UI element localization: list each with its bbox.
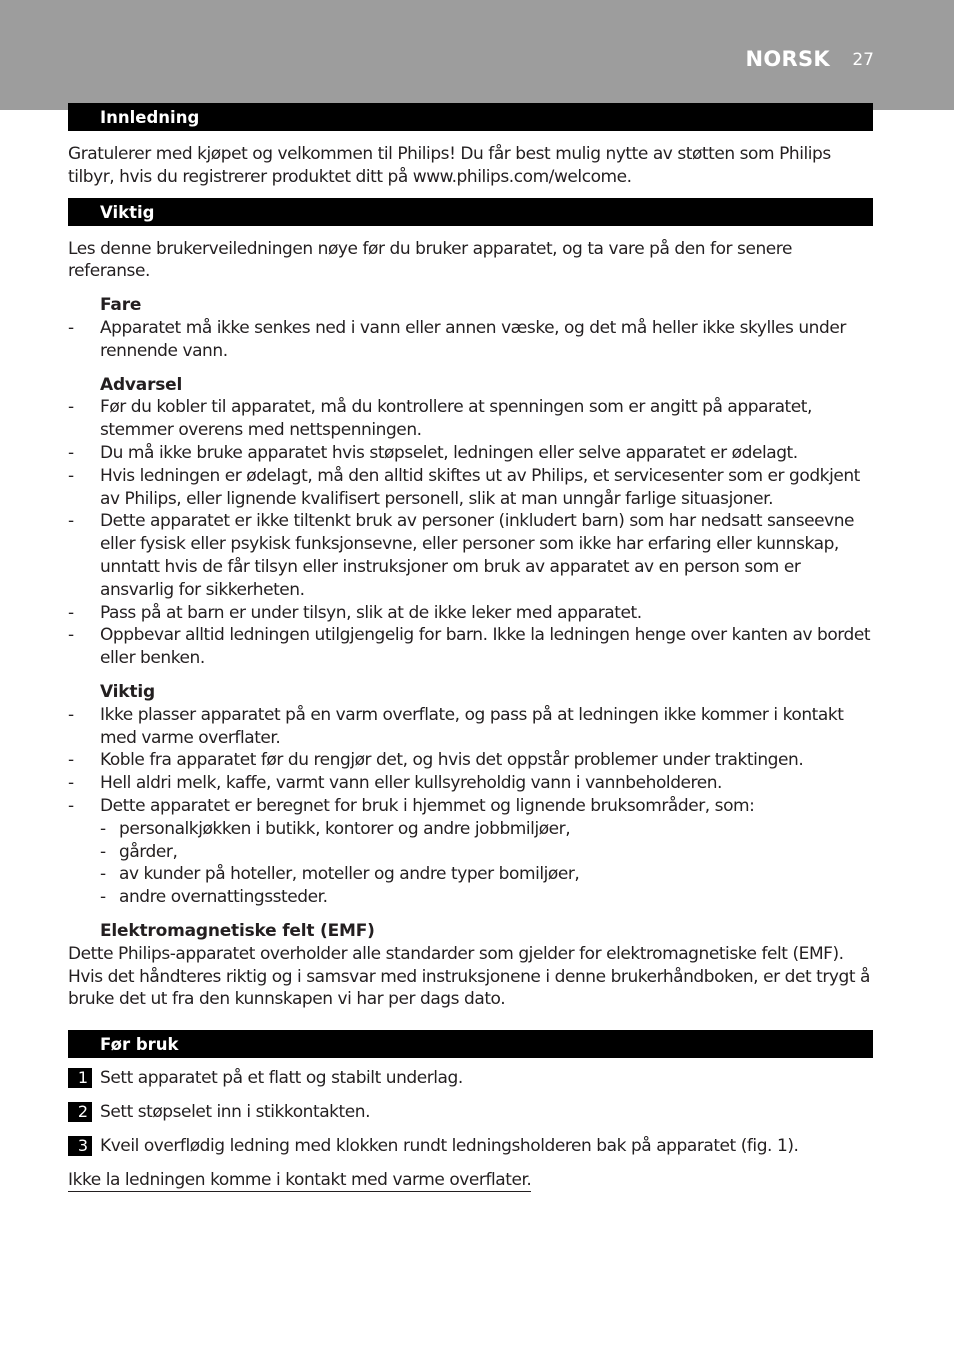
note-block bbox=[68, 1169, 873, 1192]
list-item: - Pass på at barn er under tilsyn, slik at de ikke leker med apparatet. bbox=[68, 602, 642, 623]
sub-list-item: - andre overnattingssteder. bbox=[100, 887, 328, 908]
subheading-warning: Advarsel bbox=[100, 374, 183, 395]
sub-list-item: - av kunder på hoteller, moteller og andre typer bomiljøer, bbox=[100, 864, 580, 885]
subheading-emf: Elektromagnetiske felt (EMF) bbox=[100, 920, 375, 941]
list-item: - Koble fra apparatet før du rengjør det, og hvis det oppstår problemer under traktingen. bbox=[68, 750, 804, 771]
step-number: 3 bbox=[68, 1136, 92, 1156]
list-item: - Oppbevar alltid ledningen utilgjengelig for barn. Ikke la ledningen henge over kanten av bordet eller benken. bbox=[68, 625, 871, 669]
step-number: 1 bbox=[68, 1068, 92, 1088]
list-item: - Hvis ledningen er ødelagt, må den alltid skiftes ut av Philips, et servicesenter som er godkjent av Philips, eller lignende kvalifisert personell, slik at man unngår farlige situasjoner. bbox=[68, 465, 860, 509]
step-item: 3 Kveil overflødig ledning med klokken rundt ledningsholderen bak på apparatet (fig. 1). bbox=[68, 1135, 873, 1158]
header-band bbox=[0, 0, 954, 110]
step-item: 1 Sett apparatet på et flatt og stabilt underlag. bbox=[68, 1067, 873, 1090]
section-heading-intro: Innledning bbox=[68, 103, 873, 131]
page-number: 27 bbox=[852, 50, 874, 70]
step-item: 2 Sett støpselet inn i stikkontakten. bbox=[68, 1101, 873, 1124]
list-item: - Dette apparatet er beregnet for bruk i hjemmet og lignende bruksområder, som: bbox=[68, 795, 755, 816]
important-paragraph: Les denne brukerveiledningen nøye før du bruker apparatet, og ta vare på den for senere referanse. bbox=[68, 238, 792, 282]
list-item: - Før du kobler til apparatet, må du kontrollere at spenningen som er angitt på apparatet, stemmer overens med nettspenningen. bbox=[68, 397, 812, 441]
list-item: - Hell aldri melk, kaffe, varmt vann eller kullsyreholdig vann i vannbeholderen. bbox=[68, 773, 722, 794]
list-item: - Apparatet må ikke senkes ned i vann eller annen væske, og det må heller ikke skylles under rennende vann. bbox=[68, 317, 846, 361]
list-item: - Ikke plasser apparatet på en varm overflate, og pass på at ledningen ikke kommer i kontakt med varme overflater. bbox=[68, 704, 844, 748]
section-heading-before-use: Før bruk bbox=[68, 1030, 873, 1058]
list-item: - Dette apparatet er ikke tiltenkt bruk av personer (inkludert barn) som har nedsatt sanseevne eller fysisk eller psykisk funksjonsevne, eller personer som ikke har erfaring eller kunnskap, unntatt hvis de får tilsyn eller instruksjoner om bruk av apparatet av en person som er ansvarlig for sikkerheten. bbox=[68, 511, 855, 600]
step-number: 2 bbox=[68, 1102, 92, 1122]
subheading-caution: Viktig bbox=[100, 681, 155, 702]
warning-note: Ikke la ledningen komme i kontakt med varme overflater. bbox=[68, 1170, 532, 1191]
intro-paragraph: Gratulerer med kjøpet og velkommen til Philips! Du får best mulig nytte av støtten som Philips tilbyr, hvis du registrerer produktet ditt på www.philips.com/welcome. bbox=[68, 144, 831, 187]
sub-list-item: - gårder, bbox=[100, 841, 178, 862]
subheading-danger: Fare bbox=[100, 295, 142, 316]
language-label: NORSK bbox=[745, 47, 830, 71]
section-heading-important: Viktig bbox=[68, 198, 873, 226]
emf-paragraph: Dette Philips-apparatet overholder alle standarder som gjelder for elektromagnetiske felt (EMF). Hvis det håndteres riktig og i samsvar med instruksjonene i denne brukerhåndboken, er det trygt å bruke det ut fra den kunnskapen vi har per dags dato. bbox=[68, 943, 870, 1010]
sub-list-item: - personalkjøkken i butikk, kontorer og andre jobbmiljøer, bbox=[100, 818, 571, 839]
list-item: - Du må ikke bruke apparatet hvis støpselet, ledningen eller selve apparatet er ødelagt. bbox=[68, 442, 798, 463]
content bbox=[68, 103, 873, 1192]
